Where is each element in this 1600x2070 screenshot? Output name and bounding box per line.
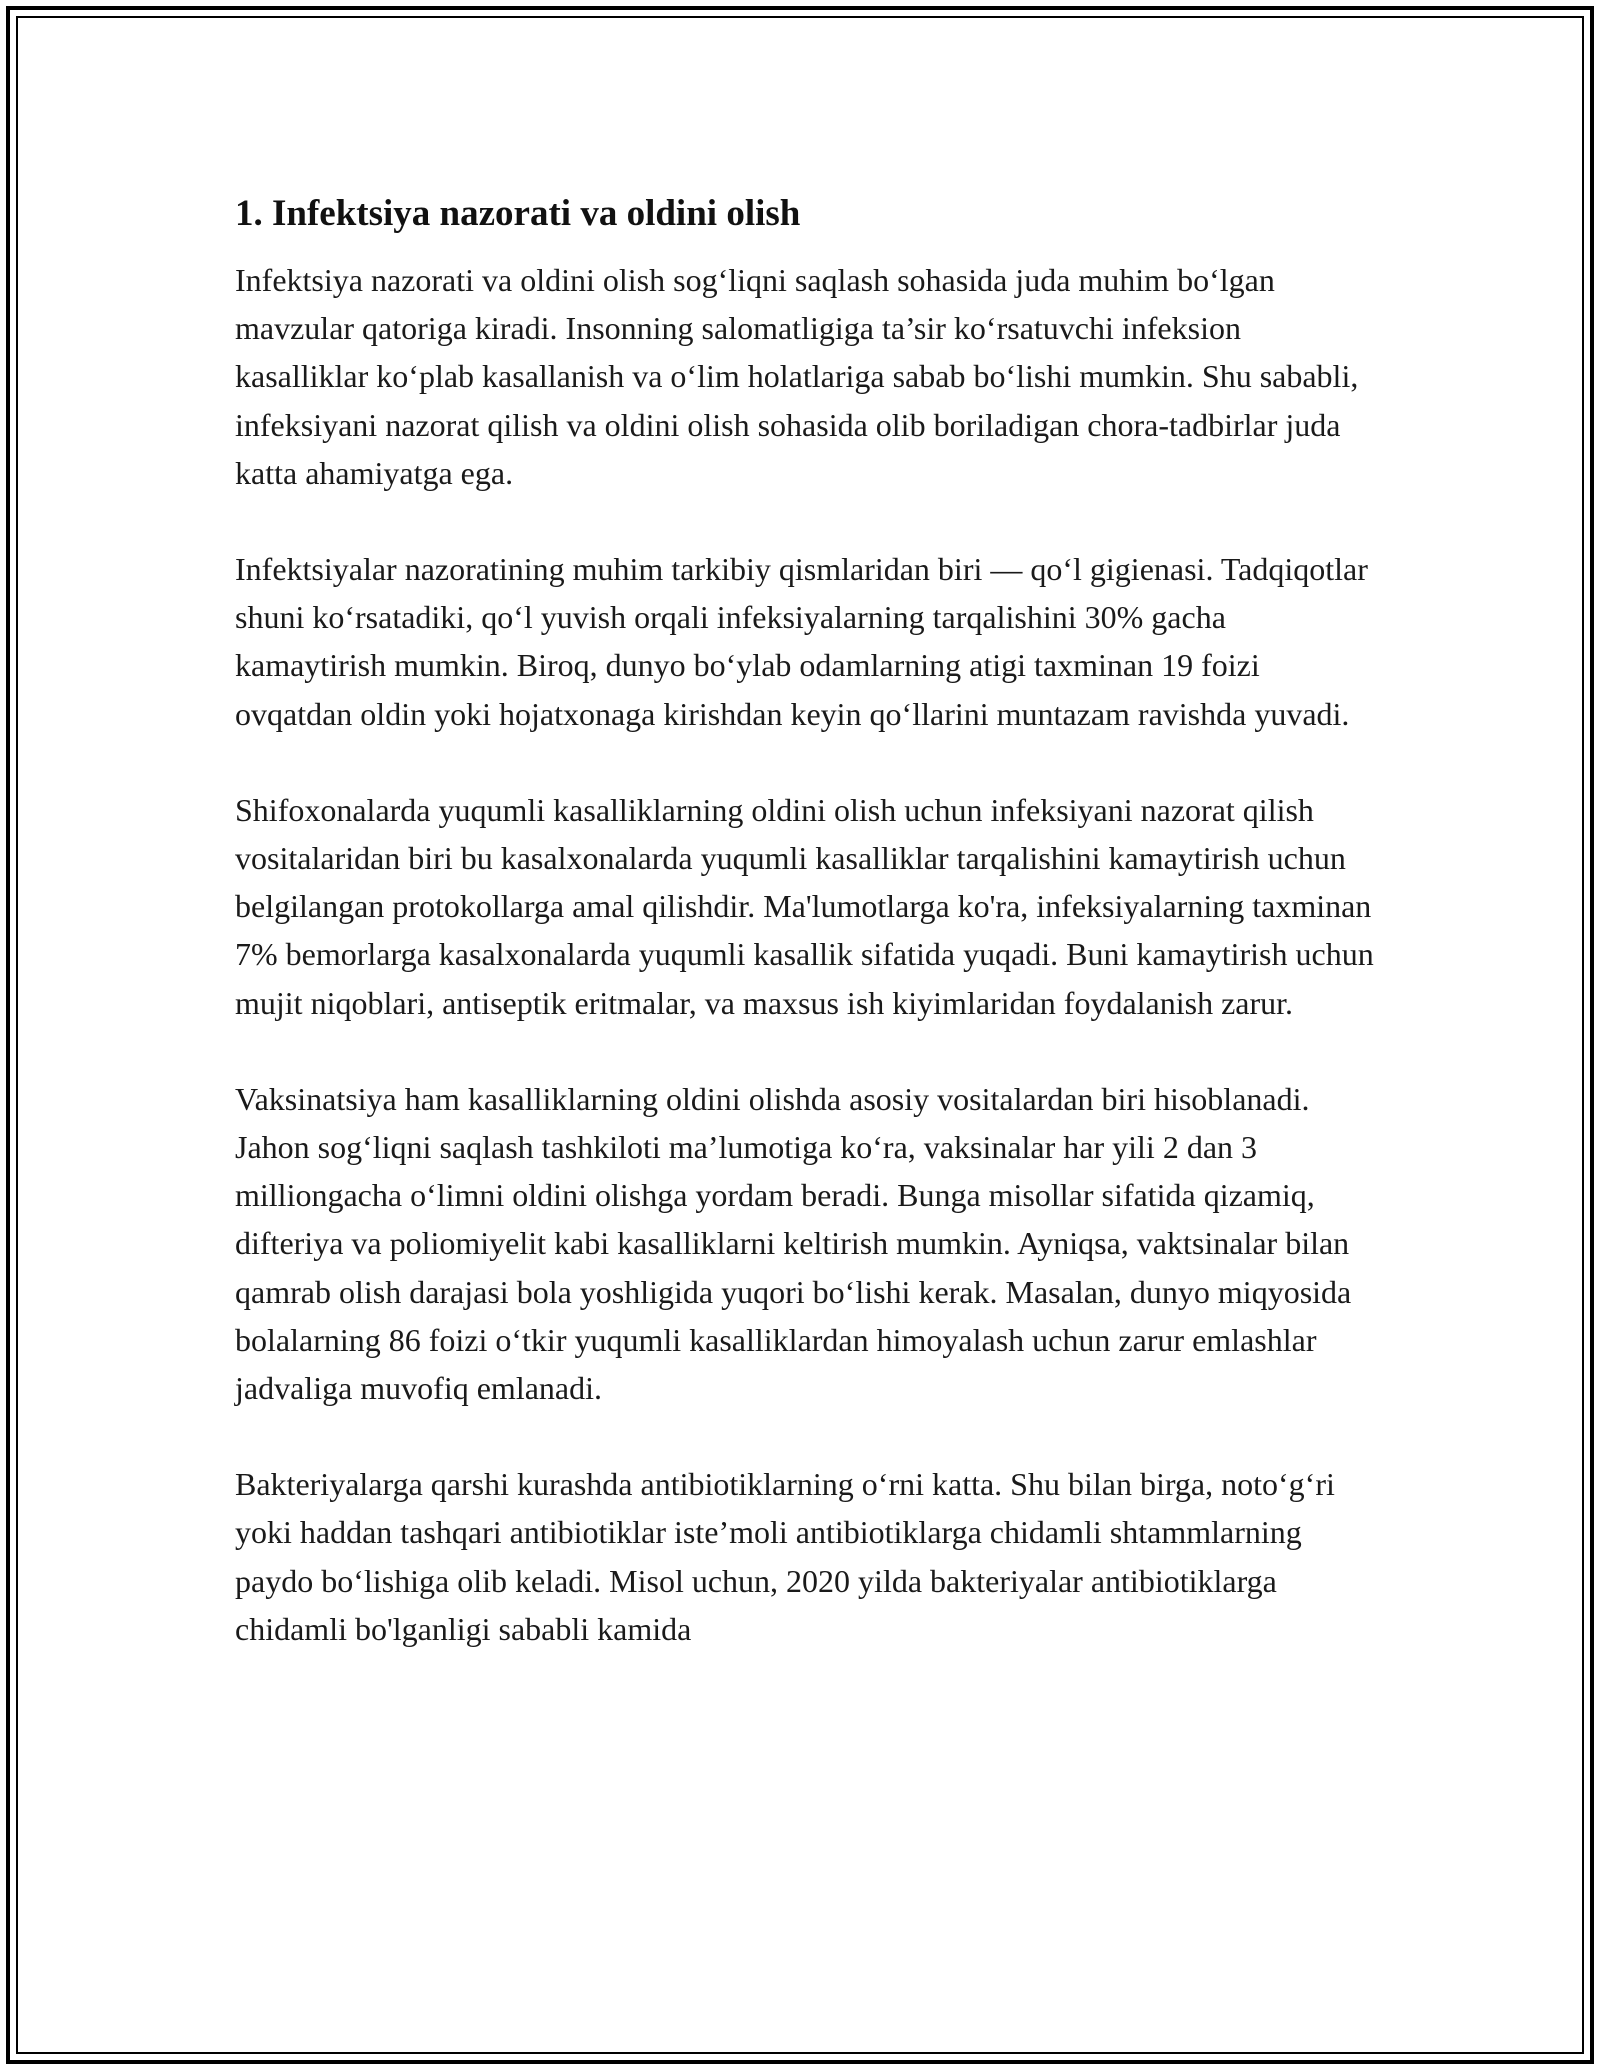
paragraph-5: Bakteriyalarga qarshi kurashda antibiotiklarning o‘rni katta. Shu bilan birga, noto‘g‘ri yoki haddan tashqari antibiotiklar iste’moli antibiotiklarga chidamli shtammlarning paydo bo‘lishiga olib keladi. Misol uchun, 2020 yilda bakteriyalar antibiotiklarga chidamli bo'lganligi sababli kamida [235,1466,1335,1647]
paragraph-3: Shifoxonalarda yuqumli kasalliklarning oldini olish uchun infeksiyani nazorat qilish vositalaridan biri bu kasalxonalarda yuqumli kasalliklar tarqalishini kamaytirish uchun belgilangan protokollarga amal qilishdir. Ma'lumotlarga ko'ra, infeksiyalarning taxminan 7% bemorlarga kasalxonalarda yuqumli kasallik sifatida yuqadi. Buni kamaytirish uchun mujit niqoblari, antiseptik eritmalar, va maxsus ish kiyimlaridan foydalanish zarur. [235,791,1374,1021]
document-body [235,188,1375,1653]
paragraph-1: Infektsiya nazorati va oldini olish sog‘liqni saqlash sohasida juda muhim bo‘lgan mavzular qatoriga kiradi. Insonning salomatligiga ta’sir ko‘rsatuvchi infeksion kasalliklar ko‘plab kasallanish va o‘lim holatlariga sabab bo‘lishi mumkin. Shu sababli, infeksiyani nazorat qilish va oldini olish sohasida olib boriladigan chora-tadbirlar juda katta ahamiyatga ega. [235,262,1359,491]
paragraph-2: Infektsiyalar nazoratining muhim tarkibiy qismlaridan biri — qo‘l gigienasi. Tadqiqotlar shuni ko‘rsatadiki, qo‘l yuvish orqali infeksiyalarning tarqalishini 30% gacha kamaytirish mumkin. Biroq, dunyo bo‘ylab odamlarning atigi taxminan 19 foizi ovqatdan oldin yoki hojatxonaga kirishdan keyin qo‘llarini muntazam ravishda yuvadi. [235,551,1368,732]
paragraph-4: Vaksinatsiya ham kasalliklarning oldini olishda asosiy vositalardan biri hisoblanadi. Jahon sog‘liqni saqlash tashkiloti ma’lumotiga ko‘ra, vaksinalar har yili 2 dan 3 milliongacha o‘limni oldini olishga yordam beradi. Bunga misollar sifatida qizamiq, difteriya va poliomiyelit kabi kasalliklarni keltirish mumkin. Ayniqsa, vaktsinalar bilan qamrab olish darajasi bola yoshligida yuqori bo‘lishi kerak. Masalan, dunyo miqyosida bolalarning 86 foizi o‘tkir yuqumli kasalliklardan himoyalash uchun zarur emlashlar jadvaliga muvofiq emlanadi. [235,1080,1352,1407]
section-heading: 1. Infektsiya nazorati va oldini olish [235,193,801,234]
